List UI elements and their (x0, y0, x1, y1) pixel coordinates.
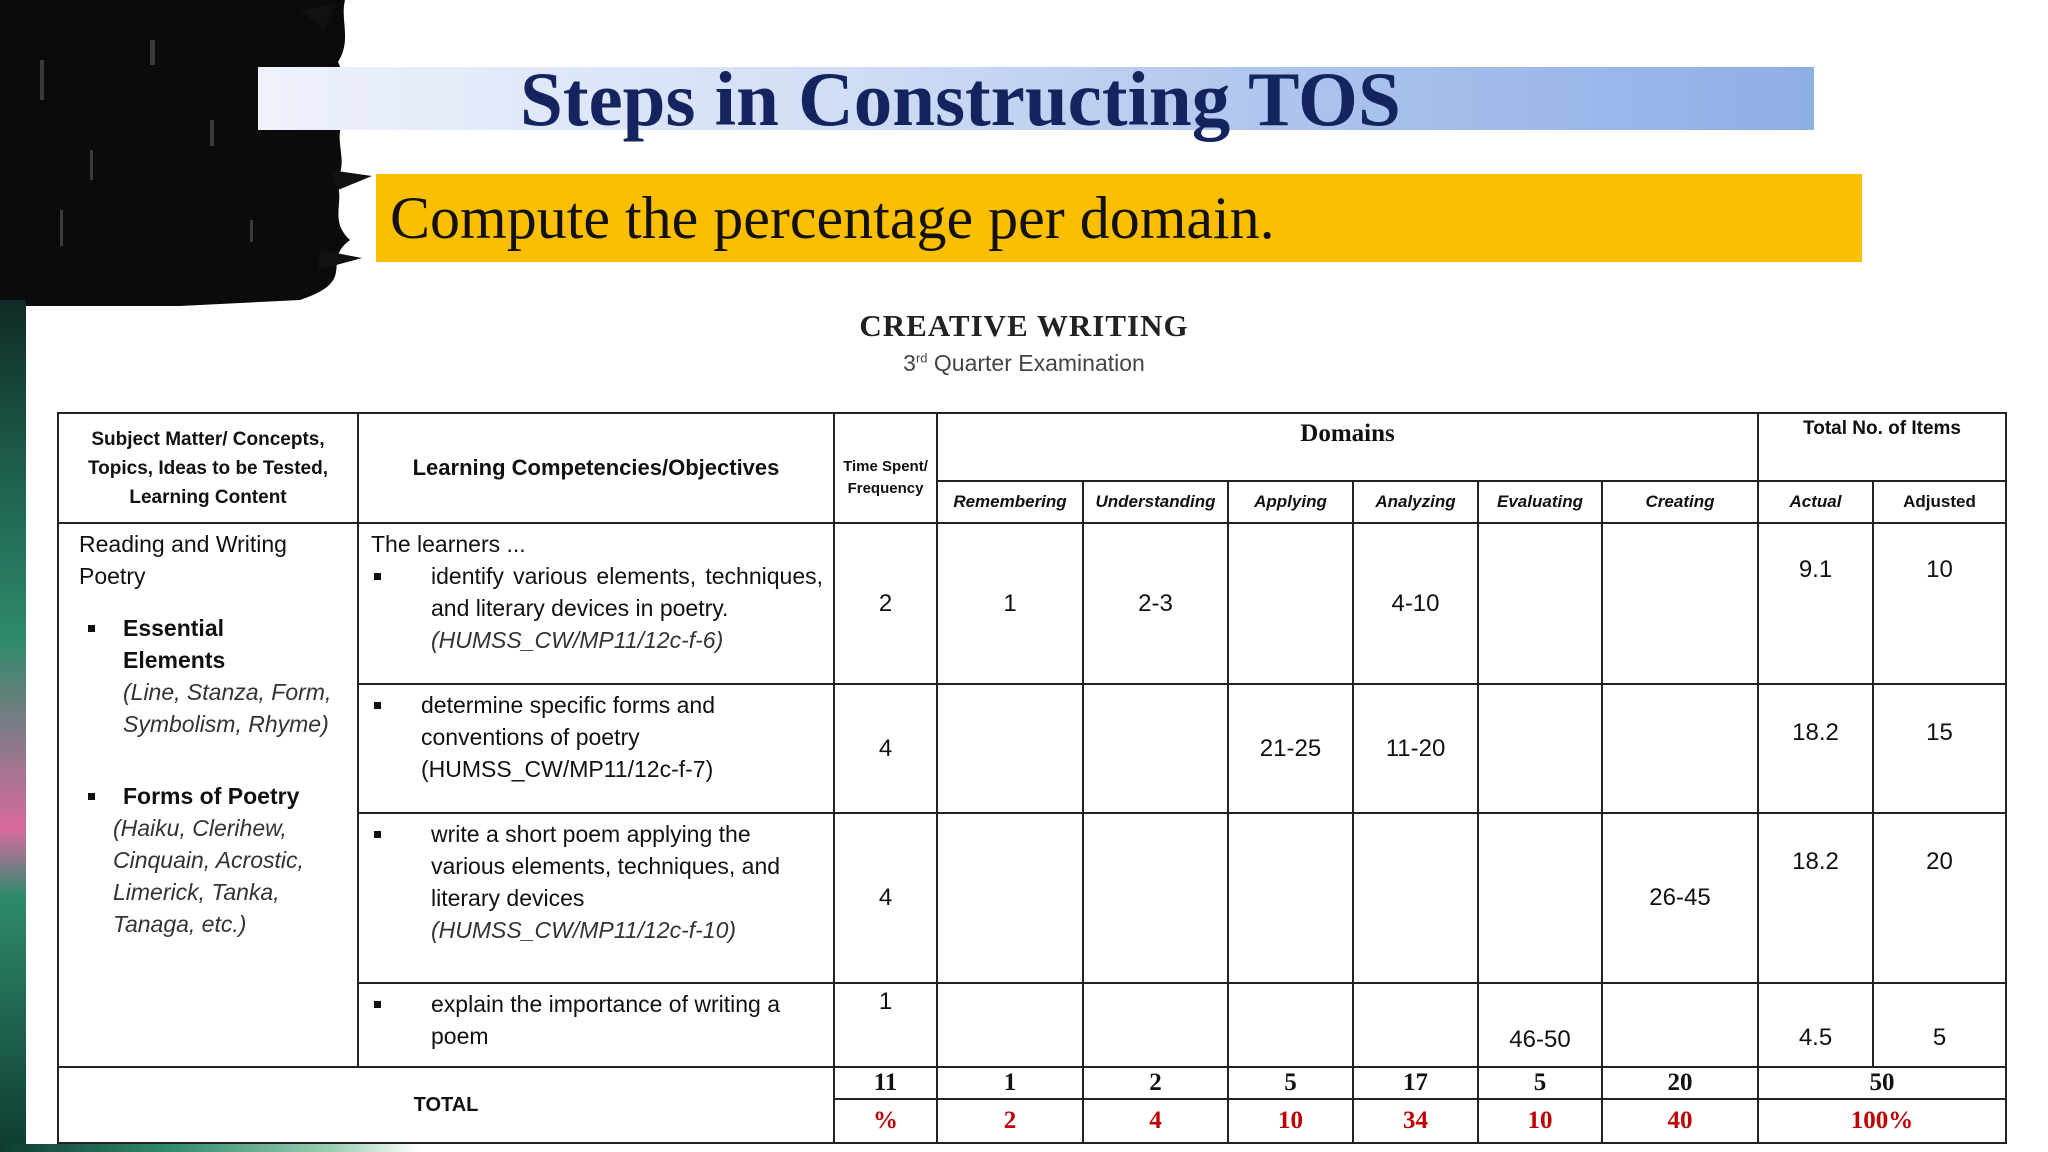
exam-subtitle (0, 350, 2048, 377)
time-cell: 4 (834, 684, 937, 813)
objective-list (371, 689, 823, 785)
understanding-cell (1083, 983, 1228, 1067)
time-cell: 2 (834, 523, 937, 684)
domain-understanding-header: Understanding (1083, 481, 1228, 523)
actual-cell: 18.2 (1758, 684, 1873, 813)
domain-evaluating-header: Evaluating (1478, 481, 1602, 523)
objective-text: write a short poem applying the various elements, techniques, and literary devices (431, 821, 781, 911)
list-item (395, 818, 823, 946)
total-understanding: 2 (1083, 1067, 1228, 1099)
understanding-cell (1083, 684, 1228, 813)
actual-cell: 18.2 (1758, 813, 1873, 983)
total-label: TOTAL (58, 1067, 834, 1143)
objective-text: determine specific forms and conventions of poetry (421, 692, 716, 750)
remembering-cell (937, 813, 1083, 983)
percent-analyzing: 34 (1353, 1099, 1478, 1143)
total-time: 11 (834, 1067, 937, 1099)
subject-matter-cell (58, 523, 358, 1067)
creating-cell (1602, 523, 1758, 684)
subject-item-detail: (Haiku, Clerihew, Cinquain, Acrostic, Limerick, Tanka, Tanaga, etc.) (113, 815, 304, 937)
analyzing-cell (1353, 983, 1478, 1067)
objective-code: (HUMSS_CW/MP11/12c-f-10) (431, 917, 737, 943)
percent-creating: 40 (1602, 1099, 1758, 1143)
total-analyzing: 17 (1353, 1067, 1478, 1099)
percent-items: 100% (1758, 1099, 2006, 1143)
objective-list (371, 988, 823, 1052)
exam-number: 3 (903, 350, 916, 376)
objective-code: (HUMSS_CW/MP11/12c-f-6) (431, 627, 724, 653)
objective-cell (358, 813, 834, 983)
objective-list (371, 818, 823, 946)
subject-title: Reading and Writing Poetry (79, 531, 287, 589)
header-row (58, 413, 2006, 481)
percent-applying: 10 (1228, 1099, 1353, 1143)
remembering-cell: 1 (937, 523, 1083, 684)
percent-understanding: 4 (1083, 1099, 1228, 1143)
objective-text: identify various elements, techniques, and literary devices in poetry. (431, 563, 823, 621)
table-row (58, 523, 2006, 684)
competencies-header: Learning Competencies/Objectives (358, 413, 834, 523)
total-evaluating: 5 (1478, 1067, 1602, 1099)
creating-cell (1602, 983, 1758, 1067)
list-item (395, 689, 823, 785)
total-items: 50 (1758, 1067, 2006, 1099)
domain-analyzing-header: Analyzing (1353, 481, 1478, 523)
ink-brush-decoration (0, 0, 400, 310)
remembering-cell (937, 684, 1083, 813)
time-cell: 4 (834, 813, 937, 983)
creating-cell (1602, 684, 1758, 813)
actual-cell: 4.5 (1758, 983, 1873, 1067)
document-heading: CREATIVE WRITING (859, 308, 1189, 343)
time-cell: 1 (834, 983, 937, 1067)
subject-item-title: ▪ Forms of Poetry (123, 783, 300, 809)
evaluating-cell (1478, 523, 1602, 684)
understanding-cell: 2-3 (1083, 523, 1228, 684)
subject-item-detail: (Line, Stanza, Form, Symbolism, Rhyme) (123, 679, 332, 737)
domain-remembering-header: Remembering (937, 481, 1083, 523)
applying-cell (1228, 813, 1353, 983)
percent-time: % (834, 1099, 937, 1143)
total-creating: 20 (1602, 1067, 1758, 1099)
total-row (58, 1067, 2006, 1099)
bottom-decoration-strip (0, 1144, 420, 1152)
actual-header: Actual (1758, 481, 1873, 523)
tos-table (57, 412, 2007, 1144)
analyzing-cell: 4-10 (1353, 523, 1478, 684)
creating-cell: 26-45 (1602, 813, 1758, 983)
percent-evaluating: 10 (1478, 1099, 1602, 1143)
total-applying: 5 (1228, 1067, 1353, 1099)
slide-subtitle: Compute the percentage per domain. (390, 185, 1275, 251)
objective-list (371, 560, 823, 656)
applying-cell (1228, 983, 1353, 1067)
applying-cell (1228, 523, 1353, 684)
objective-cell (358, 983, 834, 1067)
subject-item-title: ▪ Essential Elements (123, 615, 226, 673)
analyzing-cell: 11-20 (1353, 684, 1478, 813)
total-remembering: 1 (937, 1067, 1083, 1099)
adjusted-cell: 15 (1873, 684, 2006, 813)
slide-title: Steps in Constructing TOS (520, 56, 1401, 142)
exam-label: Quarter Examination (927, 350, 1145, 376)
applying-cell: 21-25 (1228, 684, 1353, 813)
actual-cell: 9.1 (1758, 523, 1873, 684)
total-items-header: Total No. of Items (1758, 413, 2006, 481)
list-item (109, 612, 349, 740)
objective-intro: The learners ... (371, 531, 526, 557)
remembering-cell (937, 983, 1083, 1067)
adjusted-cell: 10 (1873, 523, 2006, 684)
objective-code: (HUMSS_CW/MP11/12c-f-7) (421, 756, 714, 782)
adjusted-cell: 5 (1873, 983, 2006, 1067)
domain-applying-header: Applying (1228, 481, 1353, 523)
domains-header: Domains (937, 413, 1758, 481)
evaluating-cell: 46-50 (1478, 983, 1602, 1067)
evaluating-cell (1478, 684, 1602, 813)
evaluating-cell (1478, 813, 1602, 983)
time-header: Time Spent/ Frequency (834, 413, 937, 523)
exam-ordinal: rd (915, 350, 928, 366)
domain-creating-header: Creating (1602, 481, 1758, 523)
understanding-cell (1083, 813, 1228, 983)
list-item (109, 780, 349, 940)
adjusted-cell: 20 (1873, 813, 2006, 983)
objective-cell (358, 684, 834, 813)
subject-list (79, 612, 349, 940)
adjusted-header: Adjusted (1873, 481, 2006, 523)
percent-remembering: 2 (937, 1099, 1083, 1143)
side-decoration-strip (0, 300, 26, 1152)
objective-cell (358, 523, 834, 684)
list-item (395, 988, 823, 1052)
analyzing-cell (1353, 813, 1478, 983)
list-item (395, 560, 823, 656)
objective-text: explain the importance of writing a poem (431, 991, 781, 1049)
subject-header: Subject Matter/ Concepts, Topics, Ideas to be Tested, Learning Content (58, 413, 358, 523)
